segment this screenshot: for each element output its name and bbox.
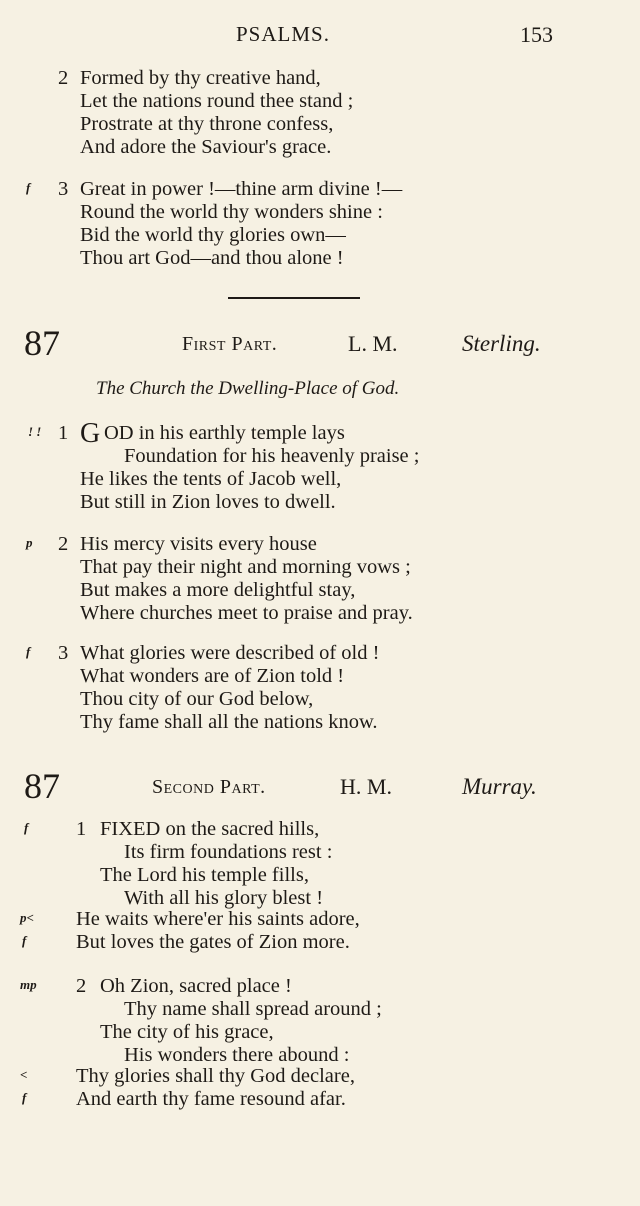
dynamic-mark: mp: [20, 977, 37, 992]
verse-line: Thy glories shall thy God declare,: [76, 1065, 355, 1087]
hymn-number: 87: [24, 323, 60, 363]
stanza-number: 2: [58, 67, 69, 89]
verse-line: Thou art God—and thou alone !: [80, 247, 344, 269]
running-header-title: PSALMS.: [236, 22, 330, 46]
verse-line: What wonders are of Zion told !: [80, 665, 345, 687]
dynamic-mark: f: [26, 180, 31, 195]
stanza-number: 2: [58, 533, 69, 555]
hymn-part: First Part.: [182, 333, 278, 355]
dynamic-mark: p<: [20, 910, 34, 925]
hymn-part: Second Part.: [152, 776, 266, 798]
dynamic-mark: f: [26, 644, 31, 659]
verse-line: But still in Zion loves to dwell.: [80, 491, 336, 513]
dynamic-mark: ! !: [28, 424, 42, 439]
tune-name: Murray.: [462, 774, 537, 799]
drop-cap: G: [80, 418, 101, 449]
hymn-meter: L. M.: [348, 331, 398, 356]
hymn-number: 87: [24, 766, 60, 806]
dynamic-mark: p: [26, 535, 33, 550]
verse-line: Thou city of our God below,: [80, 688, 314, 710]
verse-line: Where churches meet to praise and pray.: [80, 602, 413, 624]
verse-line: And earth thy fame resound afar.: [76, 1088, 346, 1110]
section-divider: [228, 297, 360, 299]
verse-line: Let the nations round thee stand ;: [80, 90, 354, 112]
verse-line: He likes the tents of Jacob well,: [80, 468, 342, 490]
verse-line: Round the world thy wonders shine :: [80, 201, 383, 223]
verse-line: Bid the world thy glories own—: [80, 224, 346, 246]
dynamic-mark: <: [20, 1067, 28, 1082]
stanza-number: 1: [76, 818, 87, 840]
verse-line: With all his glory blest !: [124, 887, 324, 909]
verse-line: He waits where'er his saints adore,: [76, 908, 360, 930]
verse-line: OD in his earthly temple lays: [104, 422, 345, 444]
verse-line: Oh Zion, sacred place !: [100, 975, 292, 997]
verse-line: Formed by thy creative hand,: [80, 67, 321, 89]
verse-line: The Lord his temple fills,: [100, 864, 309, 886]
dynamic-mark: f: [22, 1090, 27, 1105]
verse-line: Thy name shall spread around ;: [124, 998, 382, 1020]
verse-line: Its firm foundations rest :: [124, 841, 333, 863]
tune-name: Sterling.: [462, 331, 541, 356]
dynamic-mark: f: [22, 933, 27, 948]
verse-line: That pay their night and morning vows ;: [80, 556, 411, 578]
stanza-number: 3: [58, 642, 69, 664]
verse-line: But loves the gates of Zion more.: [76, 931, 350, 953]
stanza-number: 2: [76, 975, 87, 997]
verse-line: Thy fame shall all the nations know.: [80, 711, 378, 733]
verse-line: Prostrate at thy throne confess,: [80, 113, 334, 135]
verse-line: But makes a more delightful stay,: [80, 579, 356, 601]
page-number: 153: [520, 22, 553, 47]
stanza-number: 1: [58, 422, 69, 444]
verse-line: Great in power !—thine arm divine !—: [80, 178, 403, 200]
verse-line: Foundation for his heavenly praise ;: [124, 445, 420, 467]
hymn-meter: H. M.: [340, 774, 392, 799]
verse-line: His wonders there abound :: [124, 1044, 350, 1066]
verse-line: His mercy visits every house: [80, 533, 317, 555]
verse-line: What glories were described of old !: [80, 642, 380, 664]
stanza-number: 3: [58, 178, 69, 200]
verse-line: And adore the Saviour's grace.: [80, 136, 332, 158]
hymn-subtitle: The Church the Dwelling-Place of God.: [96, 378, 400, 399]
verse-line: The city of his grace,: [100, 1021, 274, 1043]
verse-line: FIXED on the sacred hills,: [100, 818, 320, 840]
dynamic-mark: f: [24, 820, 29, 835]
